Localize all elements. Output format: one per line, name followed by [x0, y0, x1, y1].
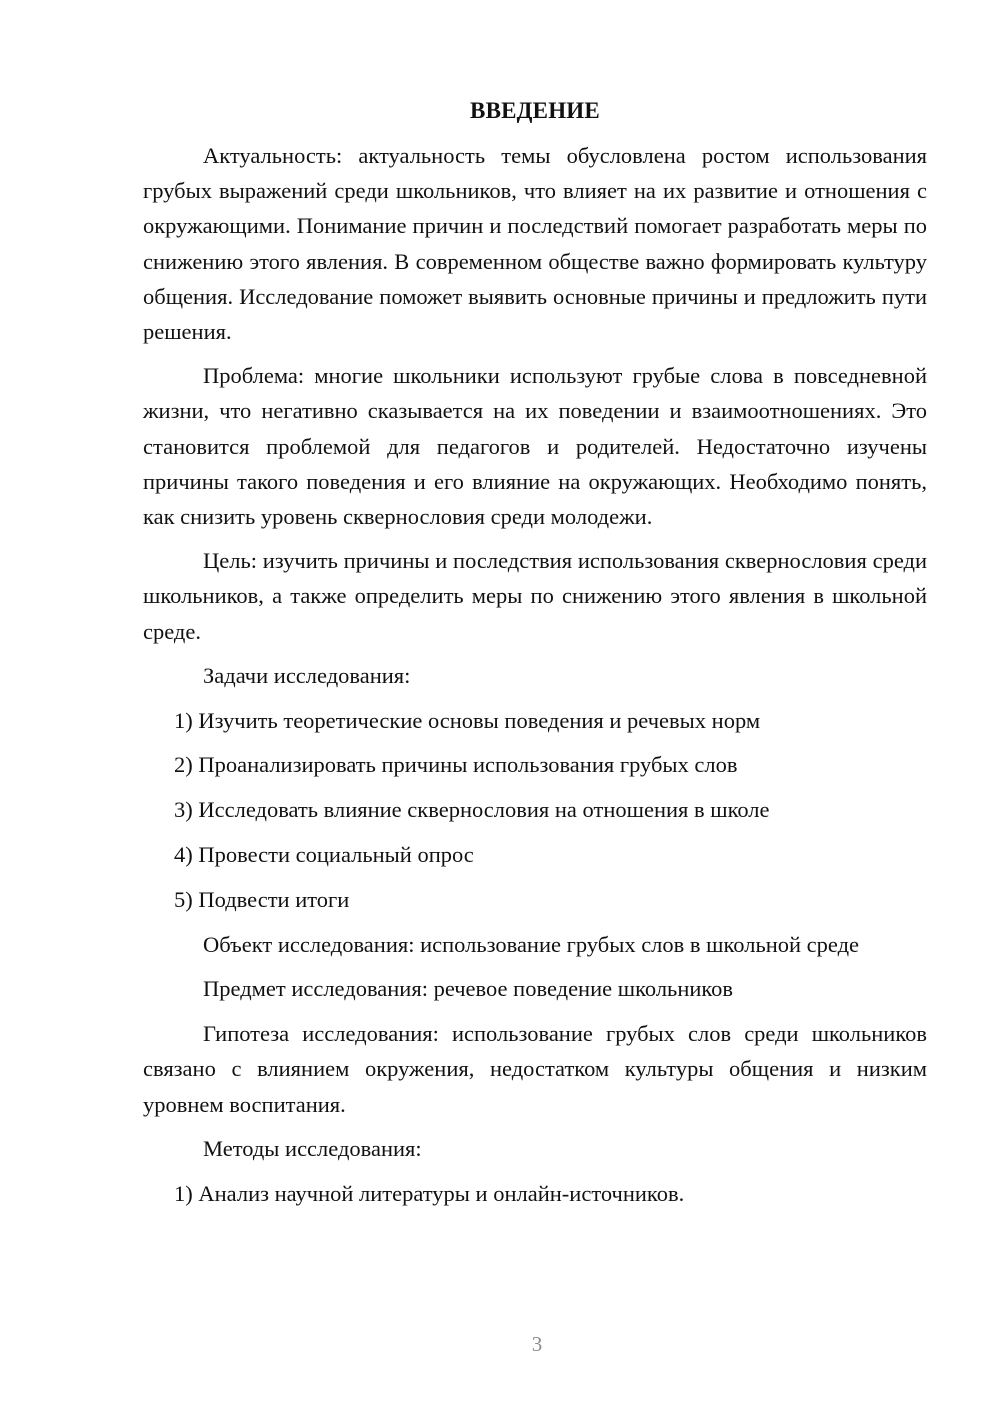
- page-number: 3: [531, 1332, 543, 1356]
- task-item: 5) Подвести итоги: [174, 886, 350, 912]
- research-object: Объект исследования: использование грубых слов в школьной среде: [203, 931, 860, 957]
- task-item: 1) Изучить теоретические основы поведения и речевых норм: [174, 707, 761, 733]
- task-item: 4) Провести социальный опрос: [174, 842, 474, 868]
- methods-heading: Методы исследования:: [203, 1135, 422, 1161]
- problem-paragraph: Проблема: многие школьники используют грубые слова в повседневной жизни, что негативно сказывается на их поведении и взаимоотношениях. Это становится проблемой для педагогов и родителей. Недостаточно изучены причины такого поведения и его влияние на окружающих. Необходимо понять, как снизить уровень сквернословия среди молодежи.: [143, 363, 927, 530]
- hypothesis-paragraph: Гипотеза исследования: использование грубых слов среди школьников связано с влиянием окружения, недостатком культуры общения и низким уровнем воспитания.: [143, 1021, 927, 1117]
- relevance-paragraph: Актуальность: актуальность темы обусловлена ростом использования грубых выражений среди школьников, что влияет на их развитие и отношения с окружающими. Понимание причин и последствий помогает разработать меры по снижению этого явления. В современном обществе важно формировать культуру общения. Исследование поможет выявить основные причины и предложить пути решения.: [143, 143, 927, 345]
- section-title: ВВЕДЕНИЕ: [470, 98, 600, 123]
- task-item: 3) Исследовать влияние сквернословия на отношения в школе: [174, 797, 770, 823]
- document-page: [143, 96, 927, 1220]
- task-item: 2) Проанализировать причины использования грубых слов: [174, 752, 738, 778]
- method-item: 1) Анализ научной литературы и онлайн-источников.: [174, 1180, 685, 1206]
- tasks-heading: Задачи исследования:: [203, 662, 411, 688]
- goal-paragraph: Цель: изучить причины и последствия использования сквернословия среди школьников, а также определить меры по снижению этого явления в школьной среде.: [143, 548, 927, 644]
- research-subject: Предмет исследования: речевое поведение школьников: [203, 976, 734, 1002]
